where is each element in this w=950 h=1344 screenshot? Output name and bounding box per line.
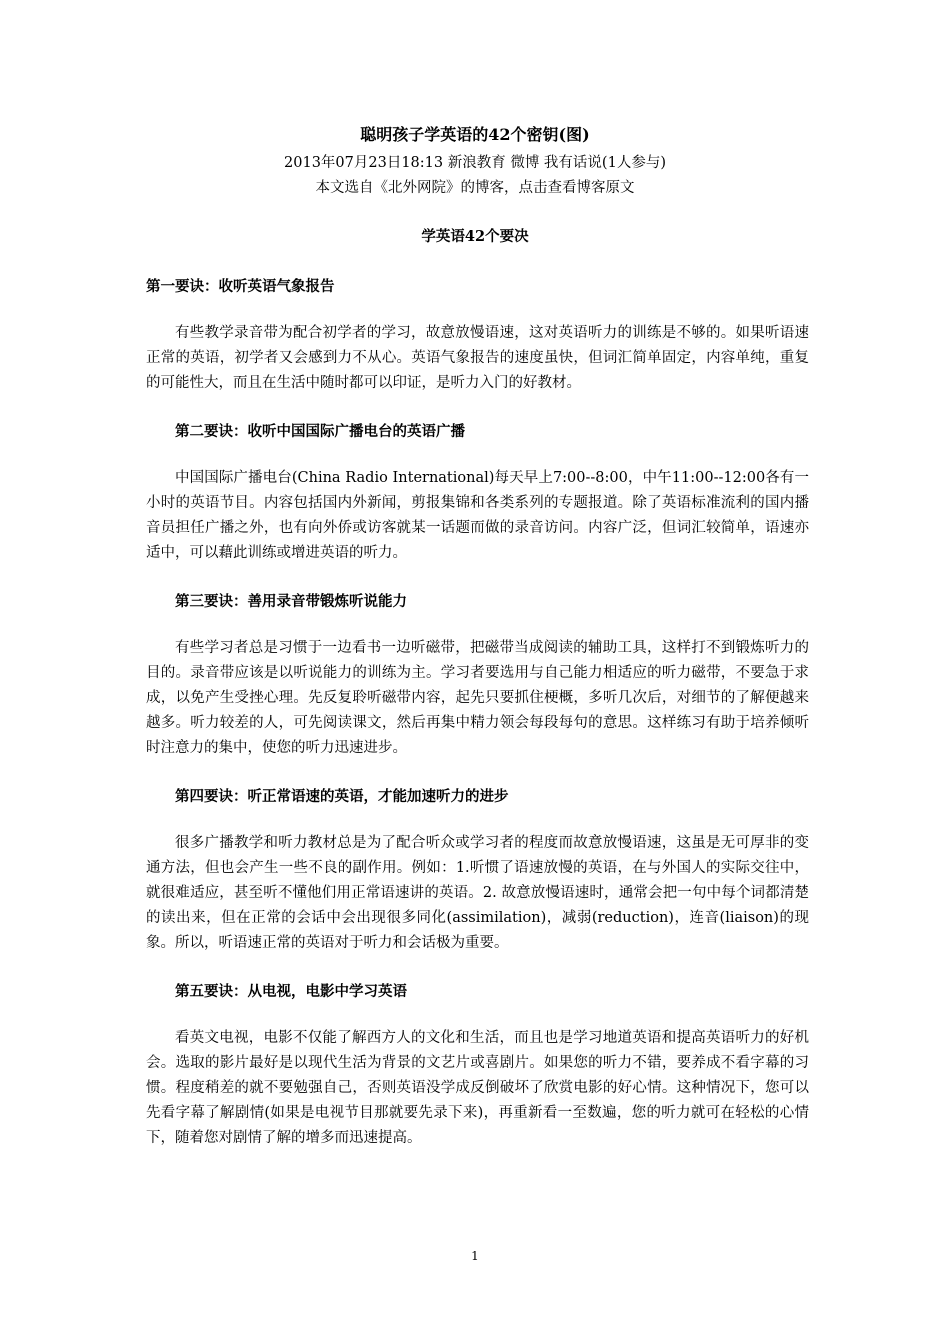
tip-paragraph-3: 有些学习者总是习惯于一边看书一边听磁带，把磁带当成阅读的辅助工具，这样打不到锻炼听力的目的。录音带应该是以听说能力的训练为主。学习者要选用与自己能力相适应的听力磁带，不要急于求成，以免产生受挫心理。先反复聆听磁带内容，起先只要抓住梗概，多听几次后，对细节的了解便越来越多。听力较差的人，可先阅读课文，然后再集中精力领会每段每句的意思。这样练习有助于培养倾听时注意力的集中，使您的听力迅速进步。 — [146, 640, 809, 756]
page-number: 1 — [471, 1249, 479, 1263]
tip-paragraph-1: 有些教学录音带为配合初学者的学习，故意放慢语速，这对英语听力的训练是不够的。如果听语速正常的英语，初学者又会感到力不从心。英语气象报告的速度虽快，但词汇简单固定，内容单纯，重复的可能性大，而且在生活中随时都可以印证，是听力入门的好教材。 — [146, 325, 809, 391]
section-title: 学英语42个要决 — [421, 228, 529, 245]
tip-paragraph-4: 很多广播教学和听力教材总是为了配合听众或学习者的程度而故意放慢语速，这虽是无可厚非的变通方法，但也会产生一些不良的副作用。例如：1.听惯了语速放慢的英语，在与外国人的实际交往中，就很难适应，甚至听不懂他们用正常语速讲的英语。2. 故意放慢语速时，通常会把一句中每个词都清楚的读出来，但在正常的会话中会出现很多同化(assimilation)，减弱(reduction)，连音(liaison)的现象。所以，听语速正常的英语对于听力和会话极为重要。 — [146, 835, 809, 951]
tip-paragraph-2: 中国国际广播电台(China Radio International)每天早上7:00--8:00，中午11:00--12:00各有一小时的英语节目。内容包括国内外新闻，剪报集锦和各类系列的专题报道。除了英语标准流利的国内播音员担任广播之外，也有向外侨或访客就某一话题而做的录音访问。内容广泛，但词汇较简单，语速亦适中，可以藉此训练或增进英语的听力。 — [146, 470, 809, 561]
article-source-line: 本文选自《北外网院》的博客，点击查看博客原文 — [315, 180, 635, 196]
tip-heading-2: 第二要诀：收听中国国际广播电台的英语广播 — [175, 423, 465, 440]
article-title: 聪明孩子学英语的42个密钥(图) — [360, 125, 590, 144]
tip-heading-5: 第五要诀：从电视，电影中学习英语 — [175, 983, 407, 1000]
tip-paragraph-5: 看英文电视，电影不仅能了解西方人的文化和生活，而且也是学习地道英语和提高英语听力的好机会。选取的影片最好是以现代生活为背景的文艺片或喜剧片。如果您的听力不错，要养成不看字幕的习惯。程度稍差的就不要勉强自己，否则英语没学成反倒破坏了欣赏电影的好心情。这种情况下，您可以先看字幕了解剧情(如果是电视节目那就要先录下来)，再重新看一至数遍，您的听力就可在轻松的心情下，随着您对剧情了解的增多而迅速提高。 — [146, 1030, 809, 1146]
article-body — [146, 274, 809, 1151]
tip-heading-3: 第三要诀：善用录音带锻炼听说能力 — [175, 593, 407, 610]
tip-heading-4: 第四要诀：听正常语速的英语，才能加速听力的进步 — [175, 788, 509, 805]
article-meta-line: 2013年07月23日18:13 新浪教育 微博 我有话说(1人参与) — [284, 155, 666, 171]
tip-heading-1: 第一要诀：收听英语气象报告 — [146, 278, 335, 295]
